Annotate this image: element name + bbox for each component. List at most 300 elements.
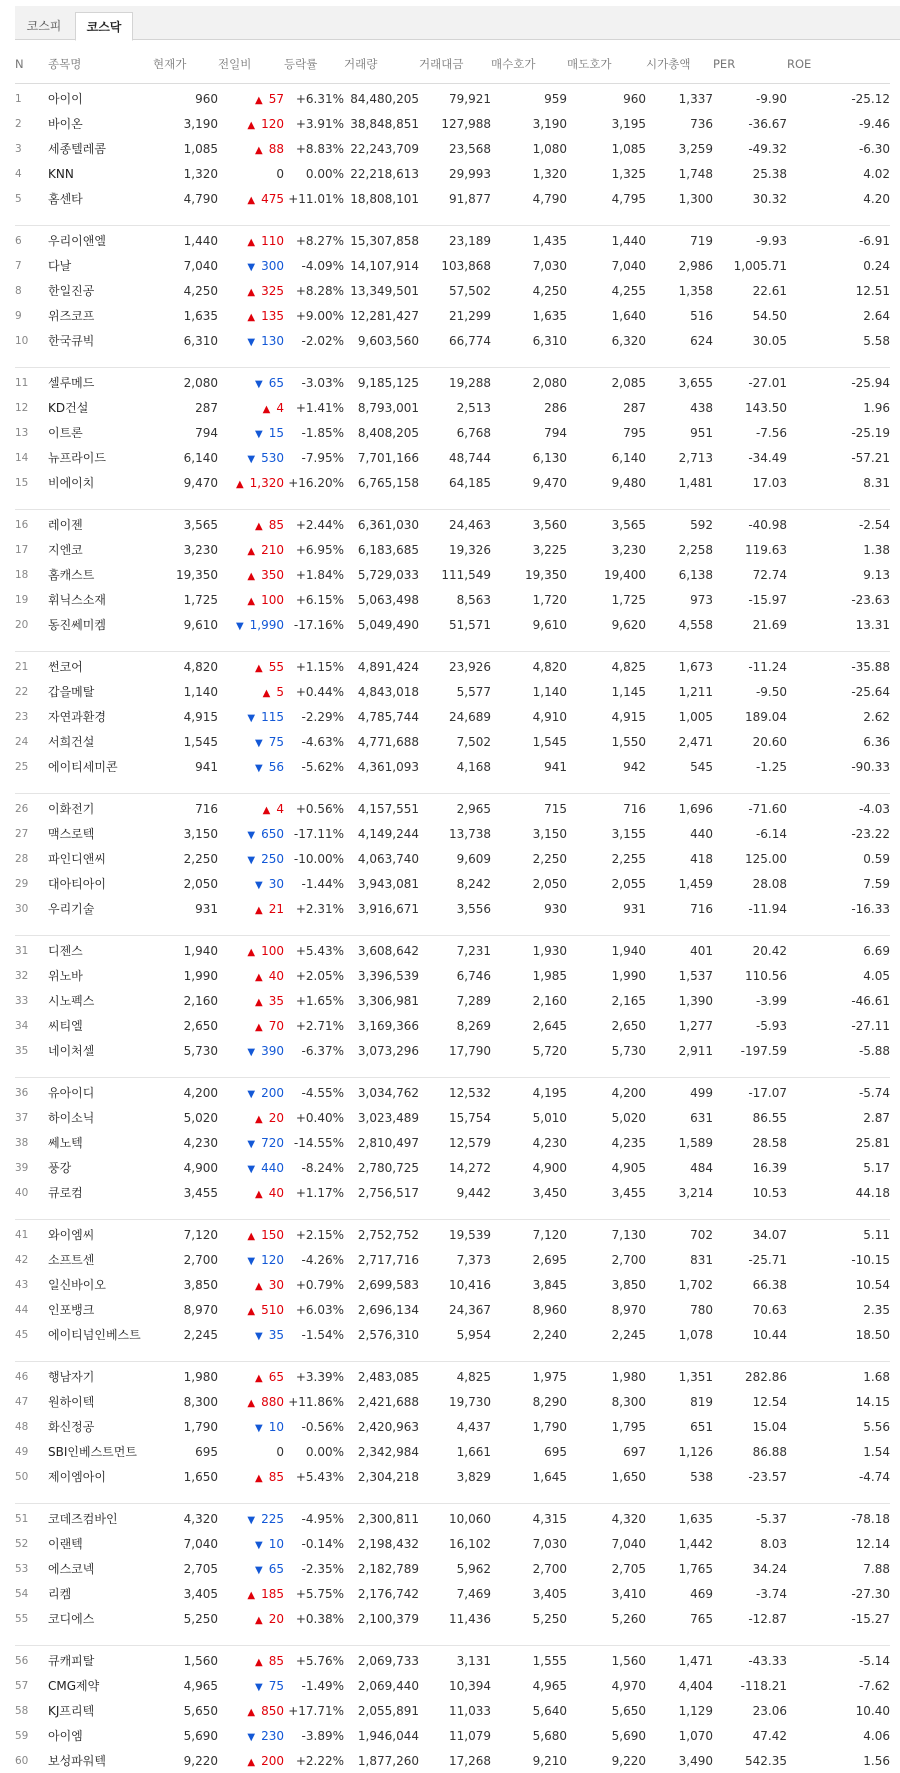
per-value: 21.69 [752,617,787,632]
market-cap: 2,258 [678,542,713,557]
change-value: 120 [261,116,284,131]
stock-name-link[interactable]: 뉴프라이드 [48,451,106,465]
per-value: 17.03 [752,475,787,490]
table-row[interactable] [15,1414,890,1439]
table-row[interactable] [15,1155,890,1180]
stock-name-link[interactable]: 대아티아이 [48,877,106,891]
table-row[interactable] [15,1504,890,1532]
stock-name-link[interactable]: 디젠스 [48,944,83,958]
stock-name-link[interactable]: 코디에스 [48,1612,95,1626]
table-row[interactable] [15,136,890,161]
stock-name-link[interactable]: CMG제약 [48,1679,100,1693]
current-price: 1,650 [183,1469,218,1484]
stock-name-link[interactable]: 지엔코 [48,543,83,557]
market-cap: 1,696 [678,801,713,816]
table-row[interactable] [15,652,890,680]
table-row[interactable] [15,846,890,871]
roe-value: -25.64 [851,684,890,699]
table-row[interactable] [15,537,890,562]
bid-price: 715 [544,801,567,816]
stock-name-link[interactable]: 리켐 [48,1587,72,1601]
market-cap: 973 [690,592,713,607]
change-value: 4 [276,400,284,415]
stock-name-link[interactable]: 이랜텍 [48,1537,83,1551]
up-arrow-icon: ▲ [247,1397,256,1409]
table-row[interactable] [15,1646,890,1674]
row-number: 57 [15,1679,29,1692]
change-rate: +0.79% [295,1277,344,1292]
bid-price: 2,160 [532,993,567,1008]
down-arrow-icon: ▼ [247,453,256,465]
change-rate: +2.15% [295,1227,344,1242]
stock-name-link[interactable]: 위즈코프 [48,309,95,323]
row-number: 17 [15,543,29,556]
trade-amount: 16,102 [449,1536,491,1551]
trade-amount: 12,532 [449,1085,491,1100]
table-row[interactable] [15,1748,890,1773]
bid-price: 8,960 [532,1302,567,1317]
table-row[interactable] [15,1322,890,1347]
stock-name-link[interactable]: 화신정공 [48,1420,95,1434]
table-row[interactable] [15,445,890,470]
table-row[interactable] [15,1180,890,1205]
header-change[interactable]: 전일비 [218,44,284,84]
stock-name-link[interactable]: 에스코넥 [48,1562,95,1576]
up-arrow-icon: ▲ [255,1614,263,1626]
stock-name-link[interactable]: 바이온 [48,117,83,131]
stock-name-link[interactable]: 이화전기 [48,802,95,816]
row-number: 49 [15,1445,29,1458]
table-row[interactable] [15,420,890,445]
change-amount [218,1581,284,1606]
current-price: 6,140 [183,450,218,465]
market-cap: 1,211 [678,684,713,699]
table-row[interactable] [15,226,890,254]
table-row[interactable] [15,1531,890,1556]
group-separator [15,1631,890,1646]
table-row[interactable] [15,587,890,612]
group-separator [15,353,890,368]
header-name[interactable]: 종목명 [48,44,153,84]
row-number: 44 [15,1303,29,1316]
table-row[interactable] [15,111,890,136]
trade-volume: 2,756,517 [357,1185,419,1200]
table-row[interactable] [15,562,890,587]
table-row[interactable] [15,395,890,420]
tab-kosdaq[interactable]: 코스닥 [75,12,133,41]
stock-name-link[interactable]: 홈캐스트 [48,568,95,582]
roe-value: -25.19 [851,425,890,440]
header-roe[interactable]: ROE [787,44,890,84]
change-amount [218,729,284,754]
stock-name-link[interactable]: 보성파워텍 [48,1754,106,1768]
table-row[interactable] [15,754,890,779]
current-price: 716 [195,801,218,816]
stock-name-link[interactable]: 우리기술 [48,902,95,916]
trade-volume: 1,946,044 [357,1728,419,1743]
per-value: 28.08 [752,876,787,891]
trade-amount: 4,168 [456,759,491,774]
change-rate: +0.56% [295,801,344,816]
roe-value: 1.96 [863,400,890,415]
change-value: 1,320 [249,475,284,490]
table-row[interactable] [15,729,890,754]
trade-volume: 4,063,740 [357,851,419,866]
down-arrow-icon: ▼ [247,1046,256,1058]
stock-name-link[interactable]: 하이소닉 [48,1111,95,1125]
current-price: 695 [195,1444,218,1459]
roe-value: 14.15 [855,1394,890,1409]
group-separator [15,1489,890,1504]
stock-name-link[interactable]: 비에이치 [48,476,95,490]
market-cap: 2,713 [678,450,713,465]
stock-name-link[interactable]: 시노펙스 [48,994,95,1008]
ask-price: 5,650 [611,1703,646,1718]
current-price: 5,250 [183,1611,218,1626]
change-rate: +5.75% [295,1586,344,1601]
down-arrow-icon: ▼ [247,1163,256,1175]
ask-price: 1,440 [611,233,646,248]
market-cap: 1,635 [678,1511,713,1526]
table-row[interactable] [15,161,890,186]
change-rate: +17.71% [288,1703,344,1718]
stock-name-link[interactable]: 네이처셀 [48,1044,95,1058]
roe-value: 1.56 [863,1753,890,1768]
market-cap: 438 [690,400,713,415]
trade-amount: 23,189 [449,233,491,248]
tab-kospi[interactable]: 코스피 [26,19,62,33]
stock-name-link[interactable]: 홈센타 [48,192,83,206]
table-row[interactable] [15,1389,890,1414]
row-number: 16 [15,518,29,531]
table-row[interactable] [15,1105,890,1130]
stock-name-link[interactable]: KD건설 [48,401,89,415]
per-value: 34.24 [752,1561,787,1576]
group-separator [15,211,890,226]
group-separator [15,779,890,794]
bid-price: 794 [544,425,567,440]
stock-name-link[interactable]: 맥스로텍 [48,827,95,841]
stock-name-link[interactable]: 자연과환경 [48,710,106,724]
stock-name-link[interactable]: 큐로컴 [48,1186,83,1200]
down-arrow-icon: ▼ [247,1088,256,1100]
down-arrow-icon: ▼ [247,712,256,724]
table-row[interactable] [15,186,890,211]
header-bid[interactable]: 매수호가 [491,44,567,84]
change-rate: +2.31% [295,901,344,916]
ask-price: 5,690 [611,1728,646,1743]
header-volume[interactable]: 거래량 [344,44,419,84]
stock-name-link[interactable]: KJ프리텍 [48,1704,95,1718]
roe-value: 4.05 [863,968,890,983]
row-number: 32 [15,969,29,982]
change-value: 1,990 [249,617,284,632]
stock-name-link[interactable]: 이트론 [48,426,83,440]
table-row[interactable] [15,1464,890,1489]
row-number: 18 [15,568,29,581]
ask-price: 1,325 [611,166,646,181]
change-rate: -8.24% [301,1160,344,1175]
table-row[interactable] [15,470,890,495]
roe-value: 6.69 [863,943,890,958]
table-row[interactable] [15,1556,890,1581]
table-row[interactable] [15,84,890,112]
up-arrow-icon: ▲ [255,144,263,156]
up-arrow-icon: ▲ [255,662,263,674]
row-number: 50 [15,1470,29,1483]
trade-volume: 7,701,166 [357,450,419,465]
change-rate: -3.89% [301,1728,344,1743]
change-amount [218,587,284,612]
ask-price: 1,145 [611,684,646,699]
stock-name-link[interactable]: 갑을메탈 [48,685,95,699]
stock-name-link[interactable]: 에이티넘인베스트 [48,1328,141,1342]
table-row[interactable] [15,1606,890,1631]
stock-name-link[interactable]: KNN [48,166,74,181]
change-value: 150 [261,1227,284,1242]
row-number: 52 [15,1537,29,1550]
stock-name-link[interactable]: 다날 [48,259,72,273]
change-rate: +5.43% [295,943,344,958]
stock-name-link[interactable]: 씨티엘 [48,1019,83,1033]
row-number: 1 [15,92,22,105]
change-amount [218,1606,284,1631]
current-price: 2,245 [183,1327,218,1342]
market-cap: 1,126 [678,1444,713,1459]
market-cap: 545 [690,759,713,774]
bid-price: 2,080 [532,375,567,390]
ask-price: 4,235 [611,1135,646,1150]
stock-name-link[interactable]: 한일진공 [48,284,95,298]
change-rate: +2.05% [295,968,344,983]
row-number: 24 [15,735,29,748]
table-row[interactable] [15,1247,890,1272]
header-ask[interactable]: 매도호가 [567,44,646,84]
trade-volume: 2,699,583 [357,1277,419,1292]
change-amount [218,186,284,211]
stock-name-link[interactable]: 소프트센 [48,1253,95,1267]
stock-name-link[interactable]: 한국큐빅 [48,334,95,348]
bid-price: 1,975 [532,1369,567,1384]
header-rate[interactable]: 등락률 [284,44,344,84]
table-row[interactable] [15,1130,890,1155]
bid-price: 4,250 [532,283,567,298]
stock-name-link[interactable]: 에이티세미콘 [48,760,118,774]
current-price: 2,050 [183,876,218,891]
bid-price: 3,405 [532,1586,567,1601]
table-row[interactable] [15,1272,890,1297]
table-row[interactable] [15,1581,890,1606]
per-value: 47.42 [752,1728,787,1743]
stock-name-link[interactable]: 코데즈컴바인 [48,1512,118,1526]
roe-value: -90.33 [851,759,890,774]
market-cap: 1,748 [678,166,713,181]
table-row[interactable] [15,1723,890,1748]
per-value: -11.94 [748,901,787,916]
table-row[interactable] [15,1673,890,1698]
current-price: 8,970 [183,1302,218,1317]
change-amount [218,1105,284,1130]
per-value: 66.38 [752,1277,787,1292]
trade-amount: 24,689 [449,709,491,724]
table-row[interactable] [15,988,890,1013]
change-amount [218,1247,284,1272]
table-row[interactable] [15,1297,890,1322]
table-row[interactable] [15,1439,890,1464]
stock-name-link[interactable]: 동진쎄미켐 [48,618,106,632]
header-per[interactable]: PER [713,44,787,84]
stock-name-link[interactable]: 파인디앤씨 [48,852,106,866]
row-number: 43 [15,1278,29,1291]
table-row[interactable] [15,871,890,896]
bid-price: 19,350 [525,567,567,582]
roe-value: 4.06 [863,1728,890,1743]
table-row[interactable] [15,510,890,538]
stock-name-link[interactable]: 서희건설 [48,735,95,749]
change-amount [218,1504,284,1532]
table-row[interactable] [15,612,890,637]
stock-name-link[interactable]: 원하이텍 [48,1395,95,1409]
table-row[interactable] [15,794,890,822]
bid-price: 5,680 [532,1728,567,1743]
stock-name-link[interactable]: 아이엠 [48,1729,83,1743]
trade-amount: 10,416 [449,1277,491,1292]
trade-amount: 29,993 [449,166,491,181]
market-cap: 3,490 [678,1753,713,1768]
header-price[interactable]: 현재가 [153,44,218,84]
per-value: -197.59 [740,1043,787,1058]
roe-value: 0.59 [863,851,890,866]
table-row[interactable] [15,821,890,846]
table-row[interactable] [15,278,890,303]
table-row[interactable] [15,1078,890,1106]
stock-name-link[interactable]: 와이엠씨 [48,1228,95,1242]
roe-value: -15.27 [851,1611,890,1626]
table-row[interactable] [15,1220,890,1248]
stock-name-link[interactable]: SBI인베스트먼트 [48,1445,137,1459]
change-value: 135 [261,308,284,323]
change-value: 88 [268,141,284,156]
change-amount [218,161,284,186]
change-value: 15 [268,425,284,440]
table-row[interactable] [15,303,890,328]
current-price: 5,730 [183,1043,218,1058]
per-value: 86.55 [752,1110,787,1125]
change-value: 185 [261,1586,284,1601]
stock-name-link[interactable]: 제이엠아이 [48,1470,106,1484]
stock-name-link[interactable]: 휘닉스소재 [48,593,106,607]
up-arrow-icon: ▲ [247,946,256,958]
market-cap: 401 [690,943,713,958]
stock-name-link[interactable]: 레이젠 [48,518,83,532]
table-row[interactable] [15,368,890,396]
table-row[interactable] [15,1038,890,1063]
bid-price: 7,030 [532,258,567,273]
stock-name-link[interactable]: 세종텔레콤 [48,142,106,156]
change-rate: 0.00% [305,1444,344,1459]
table-row[interactable] [15,253,890,278]
row-number: 10 [15,334,29,347]
ask-price: 931 [623,901,646,916]
table-row[interactable] [15,896,890,921]
trade-amount: 7,231 [456,943,491,958]
stock-name-link[interactable]: 아이이 [48,92,83,106]
change-amount [218,1180,284,1205]
header-amount[interactable]: 거래대금 [419,44,491,84]
trade-amount: 66,774 [449,333,491,348]
per-value: -9.90 [755,91,787,106]
table-row[interactable] [15,1698,890,1723]
row-number: 12 [15,401,29,414]
current-price: 1,440 [183,233,218,248]
market-cap: 418 [690,851,713,866]
trade-amount: 7,289 [456,993,491,1008]
ask-price: 1,795 [611,1419,646,1434]
ask-price: 7,040 [611,258,646,273]
ask-price: 3,565 [611,517,646,532]
current-price: 2,700 [183,1252,218,1267]
row-number: 36 [15,1086,29,1099]
row-number: 51 [15,1512,29,1525]
stock-name-link[interactable]: 인포뱅크 [48,1303,95,1317]
change-amount [218,328,284,353]
change-amount [218,395,284,420]
header-market-cap[interactable]: 시가총액 [646,44,713,84]
table-row[interactable] [15,328,890,353]
table-row[interactable] [15,1362,890,1390]
per-value: -36.67 [748,116,787,131]
stock-name-link[interactable]: 셀루메드 [48,376,95,390]
row-number: 20 [15,618,29,631]
table-row[interactable] [15,963,890,988]
stock-name-link[interactable]: 위노바 [48,969,83,983]
bid-price: 6,310 [532,333,567,348]
ask-price: 1,650 [611,1469,646,1484]
stock-name-link[interactable]: 일신바이오 [48,1278,106,1292]
table-row[interactable] [15,679,890,704]
change-amount [218,420,284,445]
per-value: -15.97 [748,592,787,607]
change-rate: -0.56% [301,1419,344,1434]
header-n: N [15,44,48,84]
trade-volume: 2,420,963 [357,1419,419,1434]
table-row[interactable] [15,1013,890,1038]
stock-name-link[interactable]: 유아이디 [48,1086,95,1100]
stock-name-link[interactable]: 풍강 [48,1161,72,1175]
per-value: 125.00 [745,851,787,866]
trade-amount: 10,060 [449,1511,491,1526]
up-arrow-icon: ▲ [255,1372,263,1384]
per-value: 20.42 [752,943,787,958]
stock-name-link[interactable]: 큐캐피탈 [48,1654,95,1668]
change-value: 30 [268,1277,284,1292]
change-value: 35 [268,993,284,1008]
change-value: 120 [261,1252,284,1267]
stock-name-link[interactable]: 우리이앤엘 [48,234,106,248]
stock-name-link[interactable]: 쎄노텍 [48,1136,83,1150]
stock-name-link[interactable]: 썬코어 [48,660,83,674]
table-row[interactable] [15,936,890,964]
table-row[interactable] [15,704,890,729]
bid-price: 941 [544,759,567,774]
change-amount [218,963,284,988]
trade-volume: 2,752,752 [357,1227,419,1242]
stock-name-link[interactable]: 행남자기 [48,1370,95,1384]
roe-value: -2.54 [858,517,890,532]
change-value: 100 [261,592,284,607]
per-value: -9.50 [755,684,787,699]
change-value: 4 [276,801,284,816]
